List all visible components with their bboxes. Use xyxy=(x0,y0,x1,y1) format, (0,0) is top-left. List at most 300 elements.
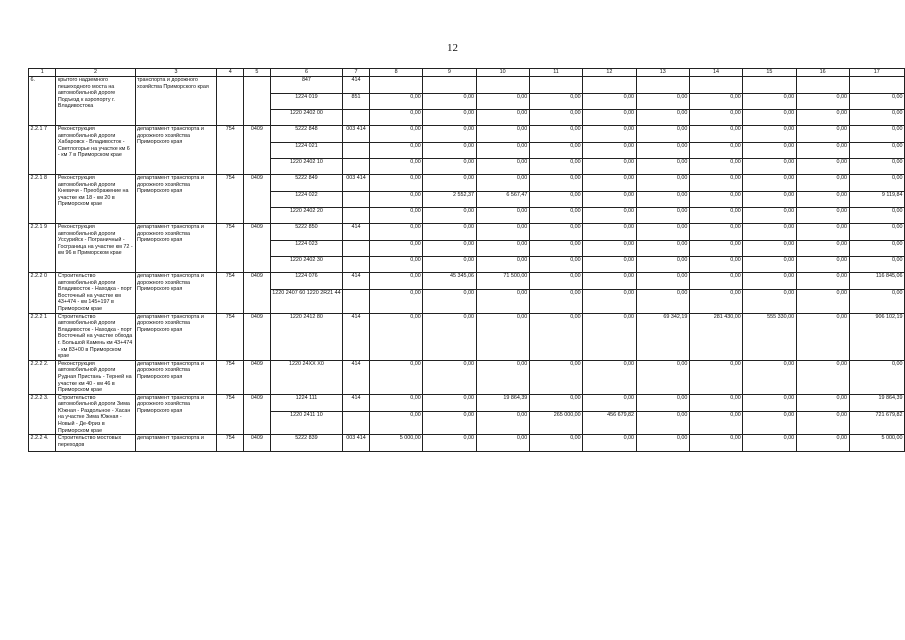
amount-value xyxy=(370,77,422,93)
column-number: 8 xyxy=(370,69,423,77)
amount-value: 0,00 xyxy=(730,175,741,181)
amount-cell xyxy=(423,394,476,435)
table-row xyxy=(29,394,905,435)
table-row xyxy=(29,175,905,224)
amount-value: 0,00 xyxy=(690,191,742,207)
amount-cell xyxy=(583,435,636,452)
code-cell: 0409 xyxy=(244,360,271,394)
amount-cell xyxy=(476,175,529,224)
code-line xyxy=(343,109,369,125)
amount-value: 0,00 xyxy=(783,360,795,367)
amount-value: 456 679,82 xyxy=(583,411,635,427)
amount-value: 0,00 xyxy=(637,240,689,256)
amount-value: 0,00 xyxy=(370,411,422,427)
amount-value: 0,00 xyxy=(477,109,529,125)
amount-cell xyxy=(636,273,689,314)
code-cell: 754 xyxy=(217,175,244,224)
amount-value: 0,00 xyxy=(410,175,421,181)
amount-cell xyxy=(743,394,796,435)
column-number: 17 xyxy=(849,69,904,77)
code-line: 1224 076 xyxy=(295,273,318,279)
amount-cell xyxy=(796,313,849,360)
amount-cell xyxy=(476,126,529,175)
amount-value: 0,00 xyxy=(676,273,688,279)
code-line: 5222 839 xyxy=(295,435,318,442)
project-name-cell: Реконструкция автомобильной дороги Рудная Пристань - Терней на участке км 40 - км 46 в Приморском крае xyxy=(56,360,135,394)
amount-value: 0,00 xyxy=(850,93,904,109)
department-cell: департамент транспорта и дорожного хозяйства Приморского края xyxy=(135,313,217,360)
amount-value: 0,00 xyxy=(423,142,475,158)
amount-value: 0,00 xyxy=(850,240,904,256)
column-number: 5 xyxy=(244,69,271,77)
column-number: 2 xyxy=(56,69,135,77)
amount-cell xyxy=(796,394,849,435)
amount-cell xyxy=(689,394,742,435)
amount-value: 0,00 xyxy=(690,158,742,174)
amount-value: 0,00 xyxy=(410,313,421,320)
column-number: 6 xyxy=(270,69,342,77)
amount-value: 0,00 xyxy=(676,360,688,367)
amount-value: 45 345,06 xyxy=(450,273,475,279)
code-line-cell xyxy=(270,126,342,175)
amount-value: 0,00 xyxy=(850,256,904,272)
amount-cell xyxy=(476,394,529,435)
amount-value: 0,00 xyxy=(850,207,904,223)
amount-cell xyxy=(476,313,529,360)
amount-cell xyxy=(583,394,636,435)
row-number-cell: 2.2.1 7 xyxy=(29,126,56,175)
amount-cell xyxy=(370,313,423,360)
amount-cell xyxy=(689,126,742,175)
code-line xyxy=(343,411,369,427)
amount-value: 0,00 xyxy=(423,158,475,174)
amount-value: 0,00 xyxy=(463,224,475,230)
amount-value: 0,00 xyxy=(676,224,688,230)
code-cell xyxy=(244,77,271,126)
amount-cell xyxy=(370,175,423,224)
amount-value: 0,00 xyxy=(743,191,795,207)
amount-value: 0,00 xyxy=(570,313,581,320)
amount-value: 0,00 xyxy=(583,256,635,272)
code-line-cell xyxy=(343,77,370,126)
amount-cell xyxy=(689,360,742,394)
amount-cell xyxy=(529,224,582,273)
amount-value: 0,00 xyxy=(743,289,795,305)
amount-value: 0,00 xyxy=(477,411,529,427)
amount-value: 0,00 xyxy=(477,158,529,174)
amount-cell xyxy=(423,273,476,314)
code-line: 414 xyxy=(351,394,361,401)
code-line xyxy=(343,256,369,272)
code-line xyxy=(343,289,369,305)
code-cell: 0409 xyxy=(244,273,271,314)
amount-value: 0,00 xyxy=(836,435,848,442)
code-cell xyxy=(217,77,244,126)
amount-cell xyxy=(529,394,582,435)
amount-cell xyxy=(476,224,529,273)
code-line xyxy=(343,207,369,223)
amount-cell xyxy=(370,224,423,273)
amount-value: 0,00 xyxy=(892,126,903,132)
amount-value: 0,00 xyxy=(892,224,903,230)
amount-cell xyxy=(370,360,423,394)
amount-value: 0,00 xyxy=(743,240,795,256)
code-cell: 0409 xyxy=(244,126,271,175)
amount-value: 0,00 xyxy=(477,207,529,223)
amount-value: 0,00 xyxy=(423,93,475,109)
code-line xyxy=(343,191,369,207)
amount-cell xyxy=(583,273,636,314)
amount-value: 0,00 xyxy=(797,256,849,272)
amount-value: 0,00 xyxy=(783,126,795,132)
code-line: 1224 111 xyxy=(295,394,318,401)
amount-value: 0,00 xyxy=(516,126,528,132)
amount-cell xyxy=(849,273,904,314)
column-number-row xyxy=(29,69,905,77)
amount-value: 0,00 xyxy=(637,207,689,223)
amount-value: 0,00 xyxy=(690,93,742,109)
amount-value: 0,00 xyxy=(530,240,582,256)
amount-value: 6 567,47 xyxy=(477,191,529,207)
amount-cell xyxy=(849,360,904,394)
amount-cell xyxy=(423,435,476,452)
amount-value: 0,00 xyxy=(583,207,635,223)
amount-value: 71 500,00 xyxy=(503,273,528,279)
amount-value: 0,00 xyxy=(743,256,795,272)
amount-value: 721 679,82 xyxy=(850,411,904,427)
amount-cell xyxy=(423,175,476,224)
amount-value: 0,00 xyxy=(623,273,635,279)
amount-cell xyxy=(583,126,636,175)
amount-cell xyxy=(796,224,849,273)
amount-value xyxy=(530,77,582,93)
amount-value: 0,00 xyxy=(583,158,635,174)
amount-value: 0,00 xyxy=(797,109,849,125)
amount-value: 0,00 xyxy=(676,435,688,442)
amount-cell xyxy=(529,126,582,175)
amount-cell xyxy=(423,77,476,126)
amount-value: 0,00 xyxy=(637,142,689,158)
amount-cell xyxy=(689,435,742,452)
amount-cell xyxy=(743,273,796,314)
amount-value: 0,00 xyxy=(370,191,422,207)
amount-value: 0,00 xyxy=(637,158,689,174)
amount-value: 0,00 xyxy=(516,224,528,230)
amount-value: 0,00 xyxy=(423,411,475,427)
amount-value: 0,00 xyxy=(583,191,635,207)
amount-value: 0,00 xyxy=(623,126,635,132)
amount-cell xyxy=(849,394,904,435)
amount-value: 0,00 xyxy=(463,126,475,132)
amount-value: 0,00 xyxy=(783,435,795,442)
amount-cell xyxy=(796,126,849,175)
amount-cell xyxy=(743,435,796,452)
column-number: 4 xyxy=(217,69,244,77)
table-row xyxy=(29,313,905,360)
column-number: 16 xyxy=(796,69,849,77)
amount-value xyxy=(477,77,529,93)
amount-value: 0,00 xyxy=(623,175,635,181)
amount-value: 0,00 xyxy=(743,411,795,427)
amount-value: 0,00 xyxy=(623,224,635,230)
amount-value: 0,00 xyxy=(690,207,742,223)
amount-cell xyxy=(423,313,476,360)
amount-cell xyxy=(636,126,689,175)
column-number: 1 xyxy=(29,69,56,77)
department-cell: департамент транспорта и дорожного хозяйства Приморского края xyxy=(135,126,217,175)
code-line: 414 xyxy=(351,273,361,279)
code-line: 1224 023 xyxy=(271,240,342,256)
amount-cell xyxy=(689,77,742,126)
amount-value: 0,00 xyxy=(690,240,742,256)
amount-value: 0,00 xyxy=(530,207,582,223)
amount-value: 0,00 xyxy=(463,175,475,181)
amount-value: 0,00 xyxy=(570,224,581,230)
amount-value xyxy=(690,77,742,93)
table-row xyxy=(29,126,905,175)
amount-value: 0,00 xyxy=(370,142,422,158)
table-row xyxy=(29,273,905,314)
code-line-cell xyxy=(270,77,342,126)
amount-value: 0,00 xyxy=(797,411,849,427)
amount-cell xyxy=(636,313,689,360)
amount-cell xyxy=(796,435,849,452)
amount-cell xyxy=(476,435,529,452)
project-name-cell: Строительство автомобильной дороги Владивосток - Находка - порт Восточный на участке км 43+474 - км 145+197 в Приморском крае xyxy=(56,273,135,314)
amount-value: 0,00 xyxy=(797,289,849,305)
code-cell: 0409 xyxy=(244,313,271,360)
amount-value: 0,00 xyxy=(570,394,581,401)
amount-cell xyxy=(743,313,796,360)
amount-value: 0,00 xyxy=(583,109,635,125)
amount-cell xyxy=(636,394,689,435)
amount-value: 0,00 xyxy=(423,289,475,305)
amount-value: 0,00 xyxy=(797,158,849,174)
amount-cell xyxy=(849,77,904,126)
code-line: 851 xyxy=(343,93,369,109)
amount-cell xyxy=(689,175,742,224)
code-line: 1220 2402 00 xyxy=(271,109,342,125)
amount-cell xyxy=(423,224,476,273)
amount-value: 69 342,19 xyxy=(663,313,688,320)
code-line: 1220 2402 10 xyxy=(271,158,342,174)
amount-value: 0,00 xyxy=(463,360,475,367)
amount-value: 0,00 xyxy=(583,93,635,109)
amount-value: 0,00 xyxy=(850,109,904,125)
amount-value xyxy=(423,77,475,93)
amount-value: 0,00 xyxy=(637,93,689,109)
amount-cell xyxy=(476,77,529,126)
amount-value: 0,00 xyxy=(516,435,528,442)
amount-cell xyxy=(529,435,582,452)
amount-value: 0,00 xyxy=(730,394,741,401)
amount-cell xyxy=(476,273,529,314)
table-row xyxy=(29,224,905,273)
amount-value: 0,00 xyxy=(743,207,795,223)
amount-value: 0,00 xyxy=(836,313,848,320)
amount-value: 0,00 xyxy=(892,175,903,181)
budget-table xyxy=(28,68,905,452)
amount-value: 0,00 xyxy=(477,289,529,305)
code-line: 1220 2402 30 xyxy=(271,256,342,272)
row-number-cell: 2.2.2 0 xyxy=(29,273,56,314)
table-row xyxy=(29,360,905,394)
amount-value: 0,00 xyxy=(530,158,582,174)
amount-value xyxy=(637,77,689,93)
amount-value: 2 552,37 xyxy=(423,191,475,207)
row-number-cell: 2.2.2 3. xyxy=(29,394,56,435)
amount-value: 0,00 xyxy=(690,256,742,272)
amount-value: 0,00 xyxy=(530,142,582,158)
code-cell: 754 xyxy=(217,224,244,273)
amount-cell xyxy=(636,435,689,452)
code-line-cell xyxy=(270,224,342,273)
code-line-cell xyxy=(270,394,342,435)
code-line: 1224 021 xyxy=(271,142,342,158)
row-number-cell: 2.2.2 2. xyxy=(29,360,56,394)
amount-value: 0,00 xyxy=(730,224,741,230)
amount-value: 0,00 xyxy=(370,256,422,272)
amount-cell xyxy=(849,175,904,224)
amount-cell xyxy=(583,360,636,394)
amount-value: 0,00 xyxy=(797,93,849,109)
amount-value: 0,00 xyxy=(530,256,582,272)
amount-value: 0,00 xyxy=(743,109,795,125)
code-line: 5222 849 xyxy=(295,175,318,181)
amount-value: 0,00 xyxy=(370,207,422,223)
amount-value: 281 430,00 xyxy=(713,313,741,320)
code-line-cell xyxy=(270,313,342,360)
code-line: 5222 848 xyxy=(295,126,318,132)
amount-value: 9 119,84 xyxy=(850,191,904,207)
amount-value: 906 102,19 xyxy=(875,313,903,320)
amount-value: 0,00 xyxy=(690,142,742,158)
amount-value: 0,00 xyxy=(583,142,635,158)
amount-value: 0,00 xyxy=(743,142,795,158)
amount-cell xyxy=(529,273,582,314)
amount-value: 0,00 xyxy=(530,191,582,207)
amount-value: 555 330,00 xyxy=(767,313,795,320)
code-line-cell xyxy=(270,273,342,314)
amount-value: 0,00 xyxy=(477,240,529,256)
department-cell: департамент транспорта и xyxy=(135,435,217,452)
amount-value: 0,00 xyxy=(410,360,421,367)
amount-cell xyxy=(743,224,796,273)
amount-value: 0,00 xyxy=(423,109,475,125)
amount-value: 116 845,06 xyxy=(875,273,903,279)
amount-value: 0,00 xyxy=(516,360,528,367)
column-number: 10 xyxy=(476,69,529,77)
amount-cell xyxy=(583,77,636,126)
column-number: 9 xyxy=(423,69,476,77)
amount-value: 0,00 xyxy=(423,207,475,223)
amount-cell xyxy=(370,435,423,452)
amount-value: 0,00 xyxy=(783,224,795,230)
amount-cell xyxy=(476,360,529,394)
amount-cell xyxy=(583,313,636,360)
amount-value: 0,00 xyxy=(477,93,529,109)
amount-value: 0,00 xyxy=(410,224,421,230)
amount-value: 0,00 xyxy=(730,435,741,442)
amount-value: 0,00 xyxy=(836,273,848,279)
amount-value: 0,00 xyxy=(370,109,422,125)
amount-value: 265 000,00 xyxy=(530,411,582,427)
amount-value: 0,00 xyxy=(623,435,635,442)
amount-value: 0,00 xyxy=(783,273,795,279)
code-line xyxy=(343,158,369,174)
project-name-cell: Строительство автомобильной дороги Зима Южная - Раздольное - Хасан на участке Зима Южная - Новый - Де-Фриз в Приморском крае xyxy=(56,394,135,435)
amount-value: 0,00 xyxy=(637,191,689,207)
code-cell: 754 xyxy=(217,273,244,314)
column-number: 12 xyxy=(583,69,636,77)
amount-value: 0,00 xyxy=(410,273,421,279)
amount-value: 0,00 xyxy=(797,240,849,256)
amount-cell xyxy=(796,273,849,314)
project-name-cell: Строительство автомобильной дороги Владивосток - Находка - порт Восточный на участке обхода г. Большой Камень км 43+474 - км 83+00 в Приморском крае xyxy=(56,313,135,360)
amount-value: 0,00 xyxy=(477,256,529,272)
amount-value: 0,00 xyxy=(370,289,422,305)
amount-value: 0,00 xyxy=(570,273,581,279)
code-line: 414 xyxy=(351,313,361,320)
amount-value: 0,00 xyxy=(850,142,904,158)
row-number-cell: 2.2.2 1 xyxy=(29,313,56,360)
amount-value: 0,00 xyxy=(570,175,581,181)
row-number-cell: 2.2.1 8 xyxy=(29,175,56,224)
amount-value: 0,00 xyxy=(850,289,904,305)
amount-cell xyxy=(423,360,476,394)
amount-value: 0,00 xyxy=(516,313,528,320)
amount-value: 0,00 xyxy=(370,240,422,256)
amount-value: 0,00 xyxy=(797,142,849,158)
code-line-cell xyxy=(343,126,370,175)
amount-cell xyxy=(636,175,689,224)
amount-value: 19 864,39 xyxy=(878,394,903,401)
code-line: 5222 850 xyxy=(295,224,318,230)
table-row xyxy=(29,435,905,452)
amount-value: 0,00 xyxy=(690,289,742,305)
amount-value: 0,00 xyxy=(797,207,849,223)
amount-cell xyxy=(583,224,636,273)
amount-value: 0,00 xyxy=(690,109,742,125)
amount-value: 0,00 xyxy=(570,126,581,132)
amount-value: 5 000,00 xyxy=(399,435,421,442)
amount-value: 0,00 xyxy=(892,360,903,367)
column-number: 7 xyxy=(343,69,370,77)
amount-value: 5 000,00 xyxy=(881,435,903,442)
code-cell: 0409 xyxy=(244,435,271,452)
amount-cell xyxy=(796,360,849,394)
amount-value: 0,00 xyxy=(583,289,635,305)
code-line: 1224 022 xyxy=(271,191,342,207)
amount-value: 0,00 xyxy=(836,175,848,181)
amount-value: 0,00 xyxy=(463,313,475,320)
column-number: 11 xyxy=(529,69,582,77)
amount-cell xyxy=(849,126,904,175)
amount-cell xyxy=(370,394,423,435)
column-number: 14 xyxy=(689,69,742,77)
row-number-cell: 2.2.2 4. xyxy=(29,435,56,452)
amount-cell xyxy=(370,126,423,175)
amount-value xyxy=(797,77,849,93)
amount-value: 0,00 xyxy=(530,93,582,109)
code-line: 1220 2411 10 xyxy=(271,411,342,427)
project-name-cell: Реконструкция автомобильной дороги Уссурийск - Пограничный - Госграница на участке км 72 - км 96 в Приморском крае xyxy=(56,224,135,273)
code-line: 003 414 xyxy=(346,126,366,132)
amount-value: 0,00 xyxy=(637,109,689,125)
project-name-cell: Строительство мостовых переходов xyxy=(56,435,135,452)
code-line-cell xyxy=(343,360,370,394)
project-name-cell: Реконструкция автомобильной дороги Кневичи - Преображение на участке км 18 - км 20 в Приморском крае xyxy=(56,175,135,224)
